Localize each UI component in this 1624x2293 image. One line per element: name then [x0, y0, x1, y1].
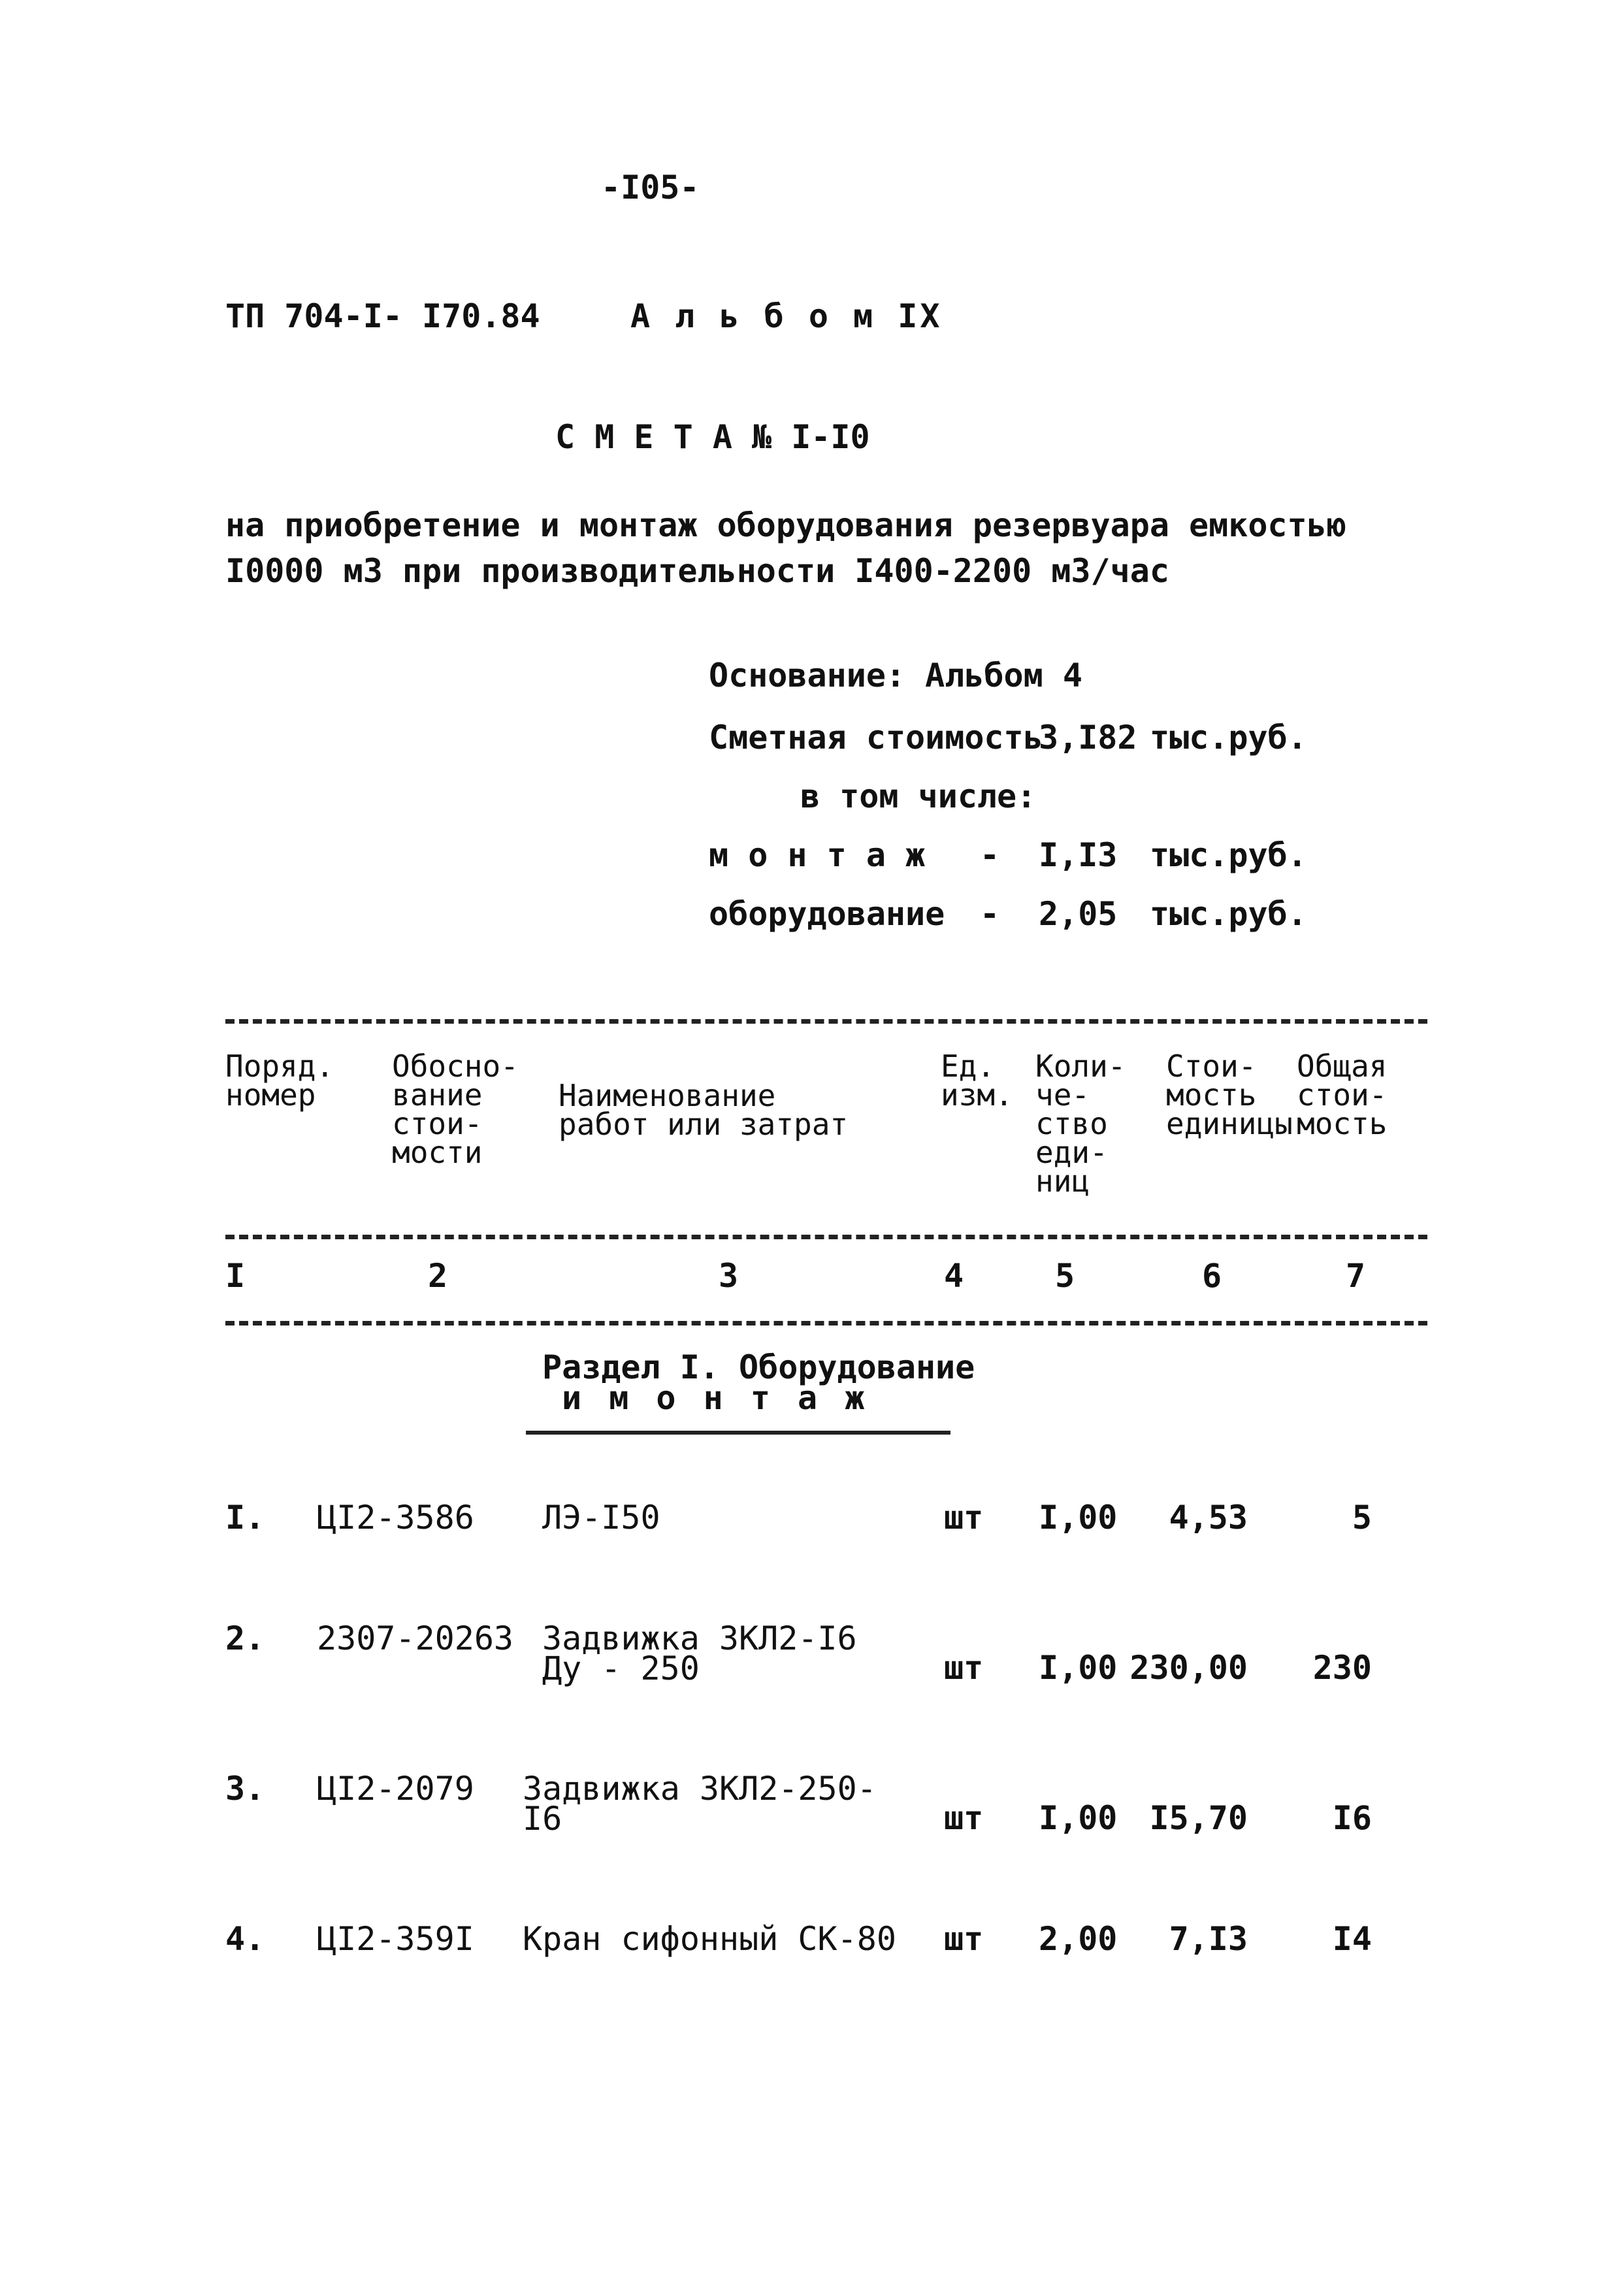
header-cost-basis: Обосно- вание стои- мости: [392, 1049, 519, 1170]
section-title-line-2: и м о н т а ж: [562, 1379, 869, 1417]
section-title: Раздел I. Оборудование: [542, 1348, 975, 1386]
section-underline: [526, 1431, 950, 1435]
row-number: 3.: [225, 1770, 265, 1808]
column-number-3: 3: [719, 1257, 739, 1295]
row-quantity: 2,00: [1039, 1920, 1118, 1958]
estimated-cost-value: 3,I82: [1039, 719, 1137, 756]
row-total-cost: I6: [1332, 1799, 1372, 1837]
header-total-cost: Общая стои- мость: [1297, 1049, 1388, 1141]
row-total-cost: 230: [1312, 1649, 1372, 1687]
montage-unit: тыс.руб.: [1150, 836, 1307, 874]
row-number: I.: [225, 1499, 265, 1537]
row-quantity: I,00: [1039, 1799, 1118, 1837]
equipment-label: оборудование: [709, 895, 945, 933]
smeta-title: С М Е Т А № I-I0: [555, 418, 870, 456]
column-number-6: 6: [1202, 1257, 1222, 1295]
album-label: А л ь б о м IX: [630, 297, 943, 335]
row-unit: шт: [944, 1649, 984, 1687]
row-number: 2.: [225, 1619, 265, 1657]
row-quantity: I,00: [1039, 1649, 1118, 1687]
row-cost-basis: 2307-20263: [317, 1619, 514, 1657]
row-cost-basis: ЦI2-2079: [317, 1770, 474, 1808]
header-bottom-rule: [225, 1235, 1427, 1239]
row-work-name: Задвижка ЗКЛ2-I6: [542, 1619, 857, 1657]
header-order-number: Поряд. номер: [225, 1049, 334, 1113]
row-cost-basis: ЦI2-3586: [317, 1499, 474, 1537]
row-quantity: I,00: [1039, 1499, 1118, 1537]
row-work-name: Кран сифонный СК-80: [523, 1920, 896, 1958]
estimated-cost-label: Сметная стоимость: [709, 719, 1043, 756]
row-total-cost: I4: [1332, 1920, 1372, 1958]
column-number-7: 7: [1346, 1257, 1366, 1295]
subtitle-line-1: на приобретение и монтаж оборудования резервуара емкостью: [225, 506, 1346, 544]
header-quantity: Коли- че- ство еди- ниц: [1035, 1049, 1126, 1199]
estimated-cost-unit: тыс.руб.: [1150, 719, 1307, 756]
equipment-value: 2,05: [1039, 895, 1118, 933]
table-top-rule: [225, 1019, 1427, 1024]
header-work-name: Наименование работ или затрат: [559, 1078, 849, 1142]
row-unit-price: 230,00: [1129, 1649, 1248, 1687]
row-total-cost: 5: [1352, 1499, 1372, 1537]
column-number-5: 5: [1055, 1257, 1075, 1295]
equipment-unit: тыс.руб.: [1150, 895, 1307, 933]
row-work-name-line-2: Ду - 250: [542, 1650, 700, 1687]
subtitle-line-2: I0000 м3 при производительности I400-2200 м3/час: [225, 552, 1169, 590]
column-number-2: 2: [428, 1257, 448, 1295]
including-label: в том числе:: [800, 777, 1037, 815]
column-numbers-rule: [225, 1321, 1427, 1325]
column-number-4: 4: [944, 1257, 964, 1295]
page-number: -I05-: [601, 169, 700, 206]
row-cost-basis: ЦI2-359I: [317, 1920, 474, 1958]
montage-dash: -: [980, 836, 1000, 874]
basis-line: Основание: Альбом 4: [709, 657, 1082, 694]
row-unit-price: 4,53: [1169, 1499, 1248, 1537]
header-unit-price: Стои- мость единицы: [1166, 1049, 1293, 1141]
row-unit: шт: [944, 1799, 984, 1837]
row-unit: шт: [944, 1499, 984, 1537]
row-work-name: ЛЭ-I50: [542, 1499, 660, 1537]
column-number-1: I: [225, 1257, 246, 1295]
row-unit: шт: [944, 1920, 984, 1958]
row-unit-price: 7,I3: [1169, 1920, 1248, 1958]
row-unit-price: I5,70: [1149, 1799, 1248, 1837]
montage-value: I,I3: [1039, 836, 1118, 874]
header-unit: Ед. изм.: [941, 1049, 1013, 1113]
doc-code: ТП 704-I- I70.84: [225, 297, 540, 335]
row-number: 4.: [225, 1920, 265, 1958]
row-work-name-line-2: I6: [523, 1800, 562, 1838]
row-work-name: Задвижка ЗКЛ2-250-: [523, 1770, 877, 1808]
montage-label: м о н т а ж: [709, 836, 926, 874]
equipment-dash: -: [980, 895, 1000, 933]
